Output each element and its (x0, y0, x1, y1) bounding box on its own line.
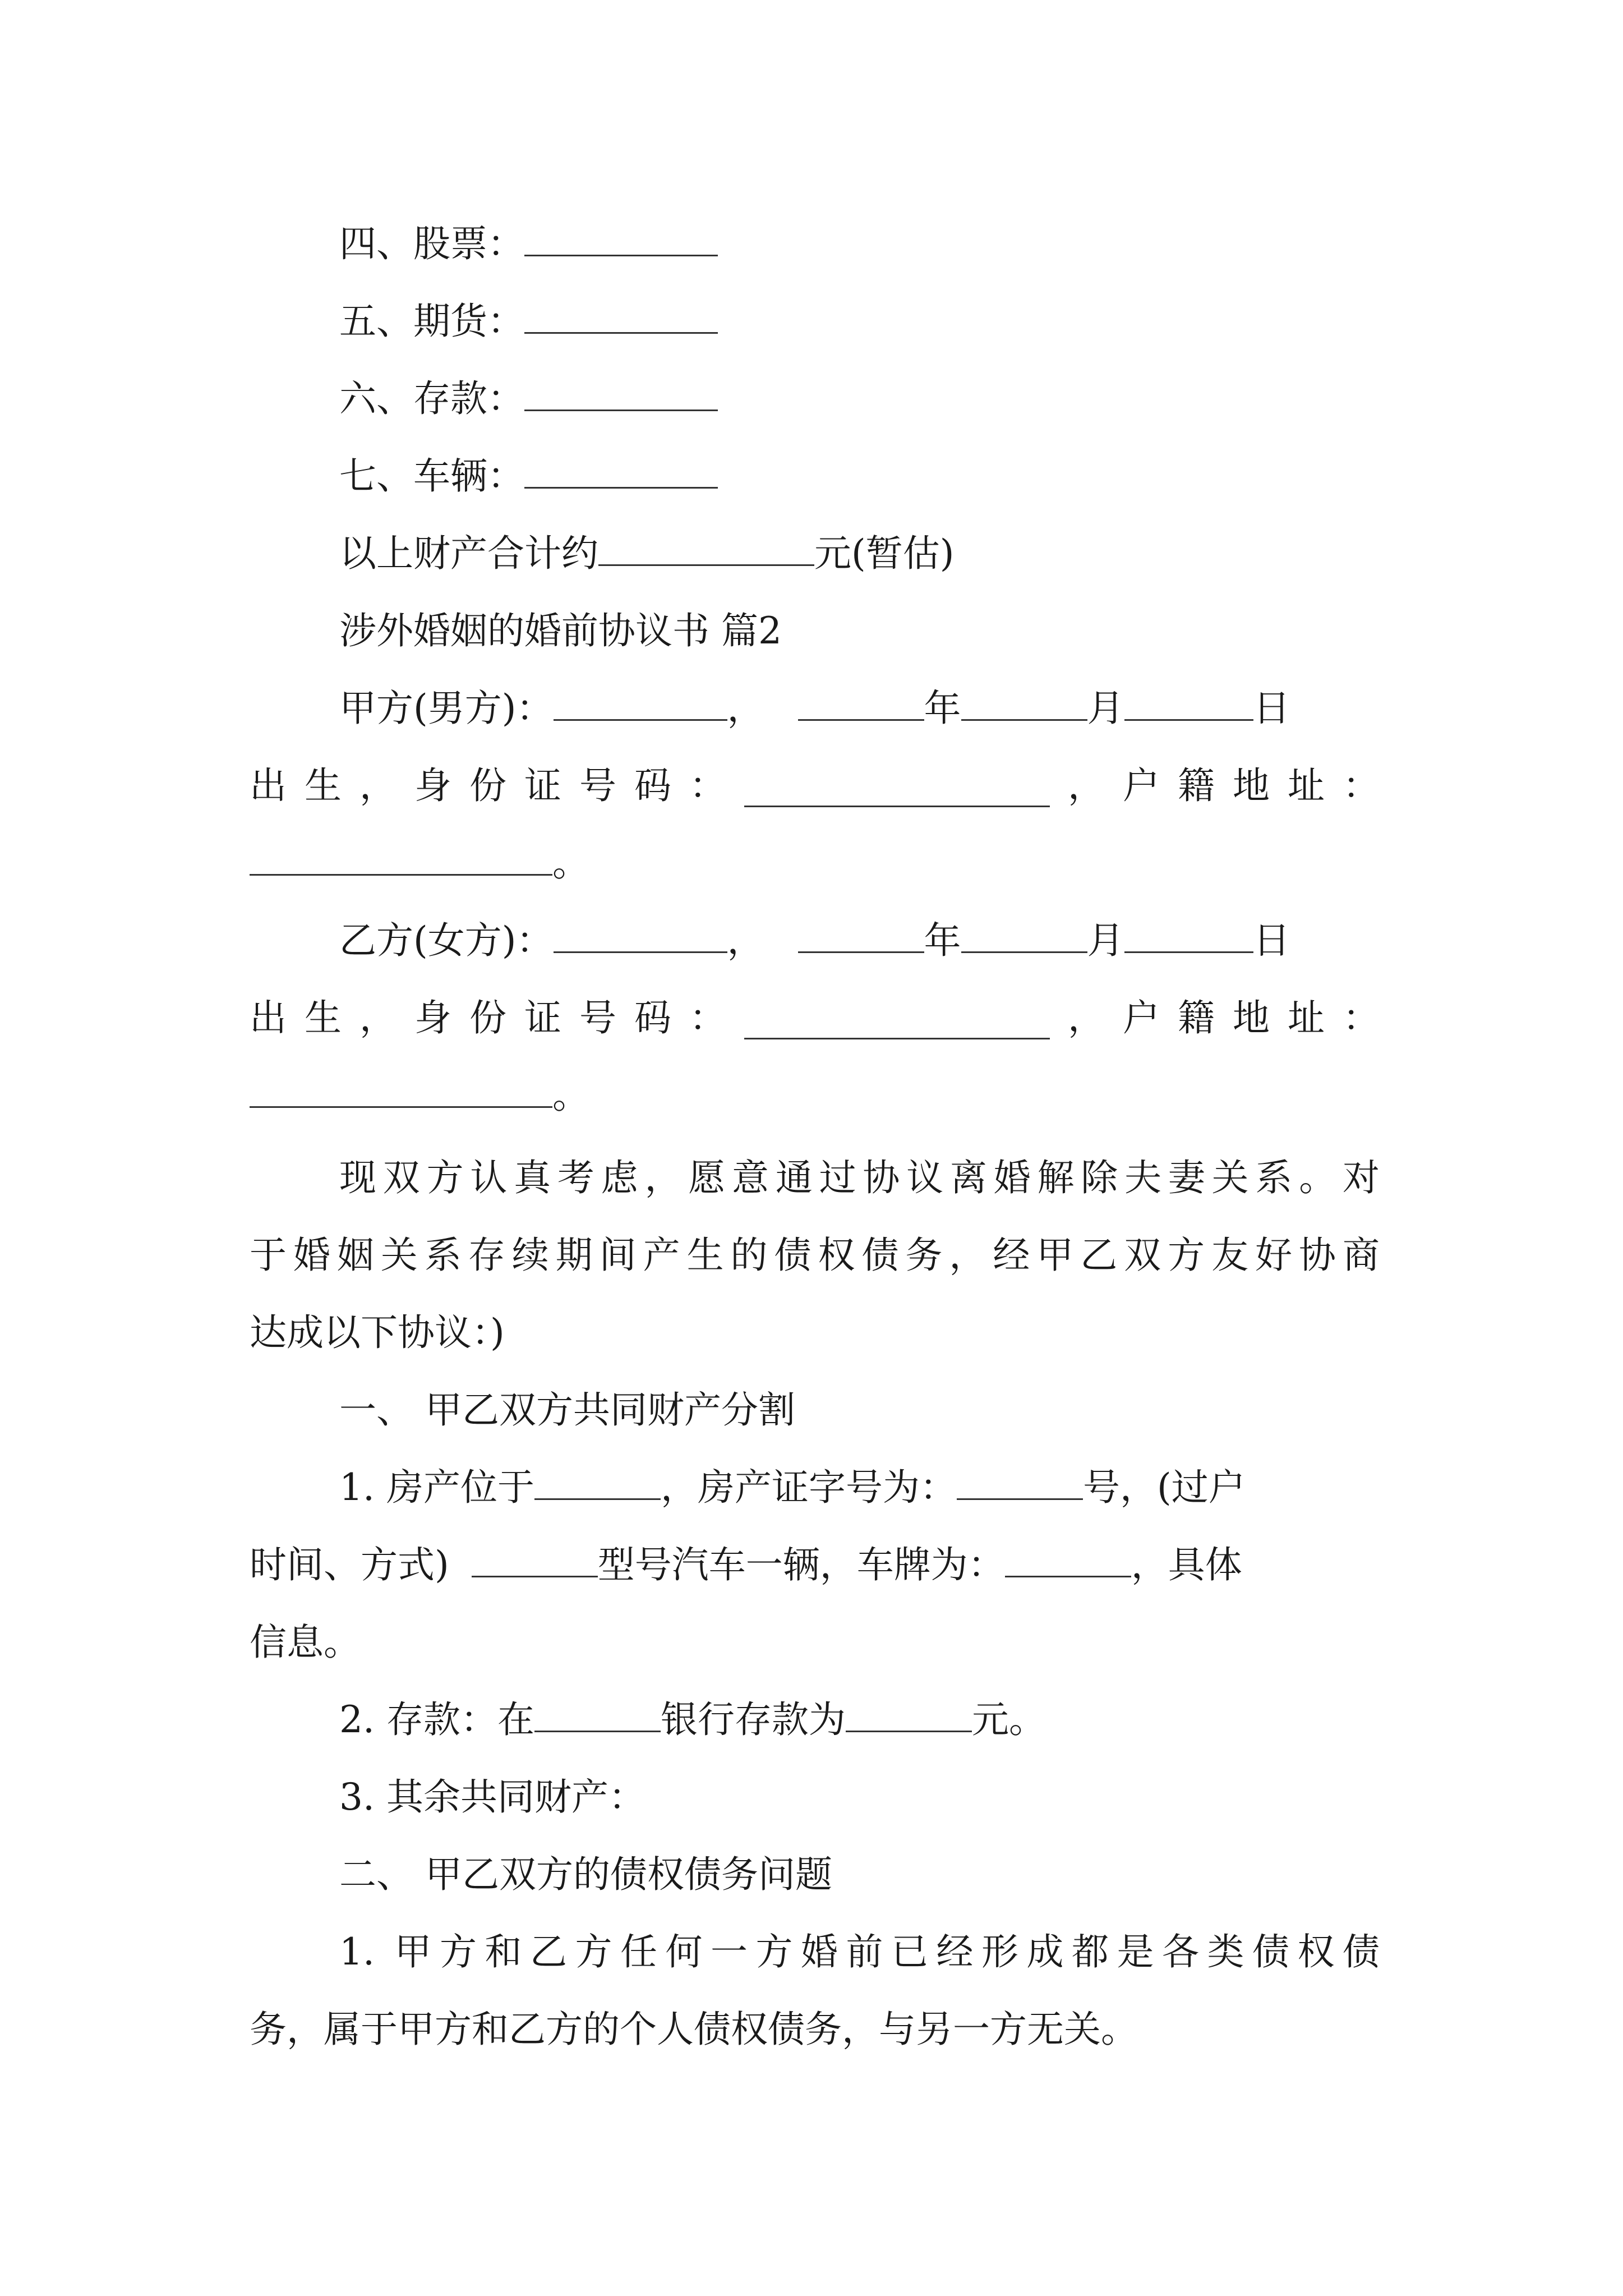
total-suffix: 元(暂估) (814, 532, 955, 575)
period: 。 (552, 841, 589, 885)
char: ， (1068, 996, 1105, 1039)
party-a-line1 (339, 669, 1380, 748)
char: ， (359, 764, 396, 807)
asset-label: 四、股票： (339, 222, 524, 265)
text: 1. 房产位于 (339, 1466, 534, 1509)
fill-blank (961, 912, 1087, 953)
fill-blank (846, 1691, 972, 1732)
intro-line3: 达成以下协议：) (250, 1311, 505, 1354)
char: 户 (1123, 996, 1160, 1039)
fill-blank (961, 680, 1087, 721)
sec1-p1-line3: 信息。 (250, 1621, 361, 1664)
char: ， (1068, 764, 1105, 807)
year-label: 年 (924, 919, 961, 962)
fill-blank (1124, 680, 1253, 721)
text: 银行存款为 (660, 1698, 846, 1741)
asset-label: 五、期货： (339, 300, 524, 343)
fill-blank (524, 448, 718, 489)
char: 地 (1233, 764, 1270, 807)
text: 型号汽车一辆，车牌为： (597, 1543, 1005, 1586)
char: 号 (579, 764, 616, 807)
asset-deposits (339, 360, 1380, 438)
fill-blank (524, 370, 718, 411)
party-b-label: 乙方(女方)： (339, 919, 554, 962)
text: 2. 存款：在 (339, 1698, 534, 1741)
fill-blank (554, 912, 727, 953)
address-blank (250, 1067, 552, 1108)
party-b-line1 (339, 901, 1380, 980)
party-a-line3 (250, 824, 1380, 903)
fill-blank (554, 680, 727, 721)
char: 籍 (1178, 996, 1215, 1039)
char: 号 (579, 996, 616, 1039)
year-label: 年 (924, 687, 961, 730)
address-blank (250, 835, 552, 876)
fill-blank (1005, 1536, 1131, 1577)
char: 码 (634, 996, 671, 1039)
party-a-label: 甲方(男方)： (339, 687, 554, 730)
sec1-p1-line1 (339, 1448, 1380, 1527)
fill-blank (534, 1459, 661, 1500)
fill-blank (798, 912, 924, 953)
section2-title: 二、 甲乙双方的债权债务问题 (339, 1853, 832, 1896)
char: 出 (250, 764, 287, 807)
fill-blank (534, 1691, 661, 1732)
char: ， (359, 996, 396, 1039)
total-prefix: 以上财产合计约 (339, 532, 598, 575)
fill-blank (598, 525, 814, 566)
day-label: 日 (1253, 919, 1290, 962)
asset-label: 六、存款： (339, 377, 524, 420)
char: 身 (414, 764, 451, 807)
char: 址 (1288, 764, 1325, 807)
text: ，具体 (1131, 1543, 1242, 1586)
asset-futures (339, 282, 1380, 361)
char: 生 (305, 764, 342, 807)
intro-line1: 现双方认真考虑，愿意通过协议离婚解除夫妻关系。对 (339, 1156, 1380, 1199)
comma: ， (727, 919, 764, 962)
intro-line2: 于婚姻关系存续期间产生的债权债务，经甲乙双方友好协商 (250, 1234, 1380, 1277)
sec2-p1-line1: 1. 甲方和乙方任何一方婚前已经形成都是各类债权债 (339, 1930, 1380, 1973)
fill-blank (1124, 912, 1253, 953)
text: 时间、方式) (250, 1543, 449, 1586)
char: 地 (1233, 996, 1270, 1039)
text: ，房产证字号为： (660, 1466, 957, 1509)
asset-total (339, 514, 1380, 593)
char: ： (689, 996, 726, 1039)
fill-blank (472, 1536, 598, 1577)
char: 份 (469, 764, 506, 807)
month-label: 月 (1087, 687, 1124, 730)
char: 籍 (1178, 764, 1215, 807)
char: ： (1343, 764, 1380, 807)
sec1-p3: 3. 其余共同财产： (339, 1775, 645, 1819)
text: 号，(过户 (1082, 1466, 1246, 1509)
char: 证 (524, 996, 561, 1039)
fill-blank (957, 1459, 1083, 1500)
period: 。 (552, 1074, 589, 1117)
asset-label: 七、车辆： (339, 454, 524, 498)
char: 身 (414, 996, 451, 1039)
sec1-p1-line2 (250, 1526, 1380, 1604)
char: 址 (1288, 996, 1325, 1039)
sec1-p2 (339, 1681, 1380, 1759)
char: 生 (305, 996, 342, 1039)
party-b-line3 (250, 1056, 1380, 1135)
party-b-line2 (250, 979, 1380, 1057)
month-label: 月 (1087, 919, 1124, 962)
char: 出 (250, 996, 287, 1039)
text: 元。 (971, 1698, 1046, 1741)
section-title: 涉外婚姻的婚前协议书 篇2 (339, 609, 782, 652)
day-label: 日 (1253, 687, 1290, 730)
sec2-p1-line2: 务，属于甲方和乙方的个人债权债务，与另一方无关。 (250, 2008, 1138, 2051)
comma: ， (727, 687, 764, 730)
fill-blank (798, 680, 924, 721)
id-number-blank (744, 999, 1050, 1039)
fill-blank (524, 293, 718, 334)
fill-blank (524, 215, 718, 256)
char: 户 (1123, 764, 1160, 807)
char: 证 (524, 764, 561, 807)
char: 份 (469, 996, 506, 1039)
char: 码 (634, 764, 671, 807)
char: ： (689, 764, 726, 807)
asset-vehicles (339, 437, 1380, 516)
party-a-line2 (250, 747, 1380, 825)
section1-title: 一、 甲乙双方共同财产分割 (339, 1388, 795, 1432)
asset-stocks (339, 205, 1380, 283)
char: ： (1343, 996, 1380, 1039)
id-number-blank (744, 766, 1050, 807)
